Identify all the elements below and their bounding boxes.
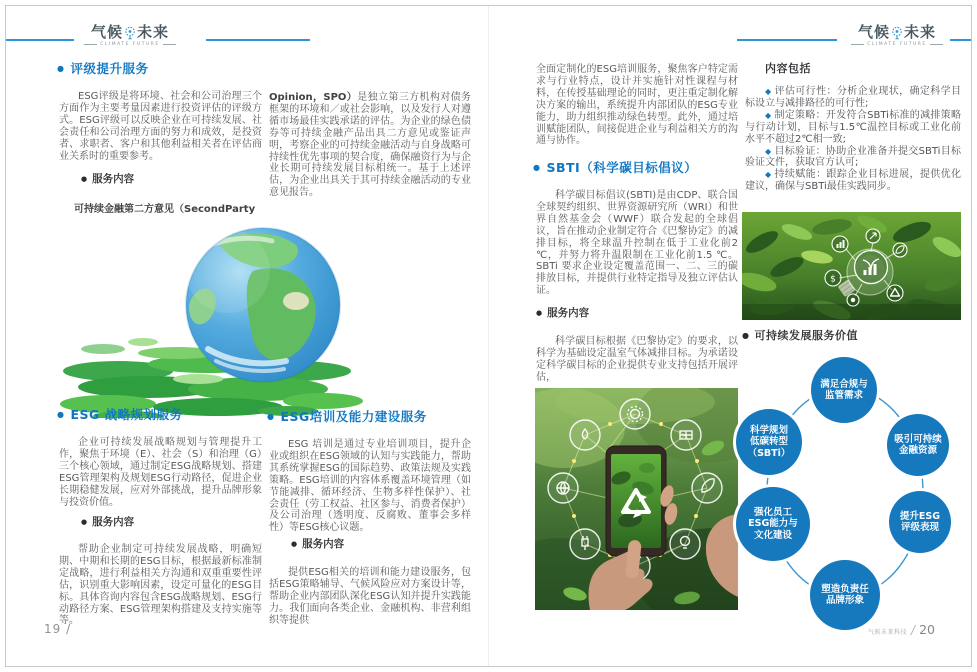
value-circle-brand: 塑造负责任 品牌形象 — [810, 560, 880, 630]
brand-logo-text — [74, 24, 186, 41]
bullet-icon: ● — [81, 175, 88, 183]
sbti-body-text: 科学碳目标倡议(SBTI)是由CDP、联合国全球契约组织、世界资源研究所（WRI）和世界自然基金会（WWF）联合发起的全球倡议，旨在推动企业制定符合《巴黎协定》的减排目标，将全球温升控制在低于工业化前2 ℃，并努力将升温限制在工业化前1.5 ℃。SBTi 要求企业设定覆盖范围一、二、三的碳排放目标，并提供行业特定指导及独立评估认证。 — [536, 190, 738, 297]
brand-logo — [74, 24, 186, 47]
list-item-text: 评估可行性：分析企业现状，确定科学目标设立与减排路径的可行性; — [745, 86, 962, 109]
spo-bold-text: Opinion，SPO） — [269, 92, 358, 103]
page-footer-right — [868, 622, 935, 637]
leaf-icon — [692, 473, 722, 503]
value-circle-culture: 强化员工 ESG能力与 文化建设 — [736, 487, 810, 561]
bullet-icon: ● — [533, 163, 541, 172]
dandelion-bulb-icon — [124, 26, 136, 40]
bullet-icon: ● — [536, 309, 543, 317]
page-gutter-line — [488, 6, 489, 666]
recycle-icon — [887, 285, 903, 301]
logo-zh-right: 未来 — [137, 23, 170, 41]
includes-list — [745, 86, 961, 193]
logo-zh-left: 气候 — [857, 23, 890, 41]
strategy-service-text: 帮助企业制定可持续发展战略，明确短期、中期和长期的ESG目标，根据最新标准制定战略，进行利益相关方沟通和双重重要性评估，识别重大影响因素，设定可量化的ESG目标。具体咨询内容包含ESG战略规划、ESG行动路径方案、ESG管理架构搭建及支持实施等等。 — [59, 544, 262, 627]
value-cycle-diagram — [740, 350, 964, 638]
globe — [186, 228, 340, 382]
bullet-icon: ● — [267, 412, 275, 421]
leaf-icon — [893, 243, 907, 257]
earth-globe-graphic — [58, 221, 365, 418]
bullet-icon: ● — [57, 64, 65, 73]
nature-bulb-graphic — [742, 212, 961, 320]
section-heading-training — [267, 407, 427, 425]
nature-bulb-photo — [742, 212, 961, 320]
list-item-text: 持续赋能：跟踪企业目标进展，提供优化建议，确保与SBTi最佳实践同步。 — [745, 169, 962, 193]
brand-logo — [841, 24, 953, 47]
earth-illustration — [58, 221, 365, 418]
page-number-left: 19 / — [44, 622, 72, 636]
service-label-text: 服务内容 — [302, 538, 345, 550]
plug-icon — [570, 529, 600, 559]
page-number-right: 20 — [919, 622, 935, 637]
service-content-label — [81, 171, 134, 186]
header-rule-right-b — [950, 39, 971, 41]
section-heading-value — [742, 327, 858, 343]
list-item — [745, 146, 961, 170]
bullet-icon: ● — [57, 410, 65, 419]
list-item-text: 目标验证：协助企业准备并提交SBTi目标验证文件，获取官方认可; — [745, 145, 961, 169]
diamond-icon: ◆ — [765, 146, 772, 156]
svg-text:$: $ — [830, 274, 836, 285]
strategy-body-text: 企业可持续发展战略规划与管理提升工作，聚焦于环境（E）、社会（S）和治理（G）三个核心领域，通过制定ESG战略规划、搭建ESG管理架构及规划ESG行动路径，促进企业长期稳健发展，应对外部挑战，提升品牌形象与投资价值。 — [59, 437, 262, 508]
training-body-text: ESG 培训是通过专业培训项目，提升企业或组织在ESG领域的认知与实践能力，帮助其系统掌握ESG的国际趋势、政策法规及实践策略。ESG培训的内容体系覆盖环境管理（如节能减排、循环经济、生物多样性保护）、社会责任（劳工权益、社区参与、消费者保护）及公司治理（透明度、反腐败、董事会多样性）等ESG核心议题。 — [269, 439, 471, 534]
value-circle-rating: 提升ESG 评级表现 — [889, 491, 951, 553]
section-heading-rating — [57, 59, 149, 77]
bullet-icon: ● — [742, 331, 750, 340]
brand-logo-subtitle: CLIMATE FUTURE — [841, 42, 953, 47]
bullet-icon: ● — [291, 540, 298, 548]
service-label-text: 服务内容 — [92, 173, 135, 185]
diamond-icon: ◆ — [765, 110, 772, 120]
spo-body-text: 是独立第三方机构对债务框架的环境和／或社会影响，以及发行人对遵循市场最佳实践承诺的评估。为企业的绿色债券等可持续金融产品出具二方意见或鉴证声明，考察企业的可持续金融活动与自身战略可持续性优先事项的契合度，确保融资行为与企业长期可持续发展目标相统一。基于上述评估，为企业出具关于其可持续金融活动的专业意见报告。 — [269, 92, 472, 199]
brand-logo-text — [841, 24, 953, 41]
includes-title: 内容包括 — [765, 62, 811, 75]
service-label-text: 服务内容 — [92, 516, 135, 528]
list-item — [745, 169, 961, 193]
brand-logo-subtitle: CLIMATE FUTURE — [74, 42, 186, 47]
section-title: 评级提升服务 — [70, 61, 149, 76]
gear-icon — [620, 399, 650, 429]
value-circle-sbti: 科学规划 低碳转型 （SBTi） — [736, 409, 802, 475]
logo-zh-right: 未来 — [904, 23, 937, 41]
section-heading-sbti — [533, 158, 697, 176]
diamond-icon: ◆ — [765, 87, 772, 96]
value-circle-compliance: 满足合规与 监管需求 — [811, 357, 877, 423]
logo-zh-left: 气候 — [90, 23, 123, 41]
section-title: ESG 战略规划服务 — [70, 407, 183, 422]
green-phone-photo — [535, 388, 738, 610]
rating-service-item: 可持续金融第二方意见（SecondParty — [74, 204, 256, 215]
list-item — [745, 86, 961, 110]
service-content-label — [536, 305, 589, 320]
water-drop-icon — [570, 420, 600, 450]
footer-slash: / — [911, 623, 916, 637]
bulb-icon — [670, 529, 700, 559]
list-item — [745, 110, 961, 146]
training-service-text: 提供ESG相关的培训和能力建设服务，包括ESG策略辅导、气候风险应对方案设计等，帮助企业内部团队深化ESG认知并提升实践能力。我们面向各类企业、金融机构、非营利组织等提供 — [269, 567, 471, 626]
header-rule-left-b — [206, 39, 310, 41]
rating-continuation-text — [269, 92, 471, 199]
diamond-icon: ◆ — [765, 170, 772, 180]
service-label-text: 服务内容 — [547, 307, 590, 319]
sbti-service-text: 科学碳目标根据《巴黎协定》的要求，以科学为基础设定温室气体减排目标。为承诺设定科学碳目标的企业提供专业支持包括开展评估， — [536, 336, 738, 383]
dandelion-bulb-icon — [891, 26, 903, 40]
rating-body-text: ESG评级是将环境、社会和公司治理三个方面作为主要考量因素进行投资评估的评级方式。ESG评级可以反映企业在可持续发展、社会责任和公司治理方面的努力和成效，是投资者、求职者、客户和其他利益相关者在评估商业关系时的重要参考。 — [59, 91, 262, 162]
list-item-text: 制定策略：开发符合SBTi标准的减排策略与行动计划，目标与1.5℃温控目标或工业化前水平不超过2℃相一致; — [745, 109, 961, 145]
section-title: ESG培训及能力建设服务 — [280, 409, 427, 424]
section-heading-strategy — [57, 405, 183, 423]
service-content-label — [291, 536, 344, 551]
phone-eco-graphic — [535, 388, 738, 610]
section-title: 可持续发展服务价值 — [754, 329, 858, 342]
service-content-label — [81, 514, 134, 529]
bullet-icon: ● — [81, 518, 88, 526]
intro-continuation-text: 全面定制化的ESG培训服务，聚焦客户特定需求与行业特点，设计并实施针对性课程与材料，在传授基础理论的同时，更注重定制化解决方案的输出，系统提升内部团队的ESG专业能力，助力组织推动绿色转型。此外，通过培训赋能团队，间接促进企业与利益相关方的沟通与协作。 — [536, 64, 738, 147]
section-title: SBTI（科学碳目标倡议） — [546, 160, 698, 175]
footer-brand-text: 气候未来科技 — [868, 629, 908, 636]
header-rule-left-a — [6, 39, 74, 41]
value-circle-finance: 吸引可持续 金融资源 — [887, 414, 949, 476]
header-rule-right-a — [737, 39, 837, 41]
